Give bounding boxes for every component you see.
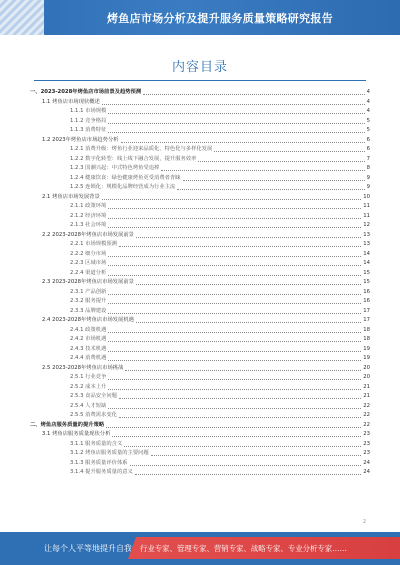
toc-entry[interactable] [30,373,370,383]
page-number: 2 [362,519,366,525]
toc-leader-dots [124,446,361,447]
toc-entry-text: 2.4.2 市场机遇 [70,336,107,342]
toc-entry-text: 2.4.4 消费机遇 [70,355,107,361]
toc-leader-dots [108,389,361,390]
toc-leader-dots [108,303,361,304]
toc-entry-text: 2.1.1 政策环境 [70,203,107,209]
toc-entry[interactable] [30,174,370,184]
toc-leader-dots [119,246,361,247]
page-header-bar [0,0,400,35]
toc-entry[interactable] [30,468,370,478]
header-stripe-decoration [0,0,44,35]
toc-entry-text: 2.1.3 社会环境 [70,222,107,228]
toc-entry[interactable] [30,411,370,421]
toc-entry[interactable] [30,459,370,469]
toc-entry[interactable] [30,297,370,307]
toc-entry[interactable] [30,421,370,431]
toc-page-number: 20 [363,364,370,371]
toc-page-number: 20 [363,374,370,380]
toc-entry-text: 3.1.2 烤鱼店服务质量的主要问题 [70,450,149,456]
toc-entry[interactable] [30,136,370,146]
toc-entry[interactable] [30,250,370,260]
toc-entry-text: 1.2.2 数字化转型：线上线下融合发展，提升服务效率 [70,155,197,162]
toc-entry-text: 2.5.4 人才短缺 [70,402,107,409]
toc-page-number: 17 [363,307,370,314]
toc-leader-dots [161,170,364,171]
toc-leader-dots [112,436,361,437]
toc-leader-dots [125,370,361,371]
toc-entry-text: 1.1.1 市场规模 [70,108,107,114]
toc-leader-dots [135,474,361,475]
table-of-contents [30,88,370,478]
toc-page-number: 18 [363,326,370,333]
toc-entry[interactable] [30,335,370,345]
toc-page-number: 5 [366,127,370,133]
toc-page-number: 10 [363,193,370,200]
toc-page-number: 5 [366,117,370,124]
toc-page-number: 19 [363,355,370,361]
toc-entry[interactable] [30,240,370,250]
toc-entry-text: 3.1 烤鱼店服务质量现状分析 [42,431,111,437]
toc-leader-dots [108,123,364,124]
toc-page-number: 19 [363,345,370,352]
toc-page-number: 6 [366,136,370,143]
toc-entry-text: 2.2.3 区域市场 [70,260,107,266]
toc-entry[interactable] [30,288,370,298]
toc-entry[interactable] [30,364,370,374]
toc-leader-dots [183,180,365,181]
toc-leader-dots [108,408,361,409]
toc-entry[interactable] [30,155,370,165]
toc-leader-dots [102,199,361,200]
toc-entry-text: 2.5.1 行业竞争 [70,374,107,380]
toc-leader-dots [108,227,361,228]
toc-entry-text: 2.4.3 技术机遇 [70,345,107,352]
toc-entry[interactable] [30,307,370,317]
toc-entry-text: 1.1.2 竞争格局 [70,117,107,124]
toc-entry-text: 2.5.2 成本上升 [70,383,107,390]
toc-entry[interactable] [30,221,370,231]
toc-entry-text: 1.1 烤鱼店市场现状概述 [42,98,100,105]
toc-page-number: 12 [363,222,370,228]
toc-entry[interactable] [30,126,370,136]
toc-entry-text: 1.2.3 国潮兴起：中式特色烤鱼受追捧 [70,165,160,171]
toc-page-number: 8 [366,165,370,171]
toc-entry[interactable] [30,278,370,288]
toc-entry-text: 1.2 2023年烤鱼店市场趋势分析 [42,136,119,143]
toc-entry-text: 2.1.2 经济环境 [70,212,107,219]
toc-entry-text: 2.2.4 渠道分析 [70,269,107,276]
toc-entry[interactable] [30,392,370,402]
toc-page-number: 22 [363,402,370,409]
toc-entry[interactable] [30,212,370,222]
toc-entry-text: 3.1.3 服务质量评价体系 [70,459,128,466]
toc-leader-dots [108,294,361,295]
toc-leader-dots [108,351,361,352]
toc-leader-dots [108,360,361,361]
toc-entry[interactable] [30,107,370,117]
toc-entry-text: 2.3.1 产品创新 [70,288,107,295]
toc-page-number: 6 [366,146,370,152]
toc-entry-text: 2.4 2023-2028年烤鱼店市场发展机遇 [42,317,134,323]
toc-page-number: 22 [363,421,370,428]
toc-leader-dots [108,132,364,133]
toc-leader-dots [119,417,361,418]
toc-leader-dots [108,313,361,314]
toc-entry-text: 2.3.3 品牌建设 [70,307,107,314]
toc-entry[interactable] [30,383,370,393]
toc-leader-dots [214,151,364,152]
toc-leader-dots [108,113,364,114]
toc-page-number: 4 [366,98,370,105]
toc-entry-text: 二、烤鱼店服务质量的提升策略 [30,421,105,428]
toc-leader-dots [108,341,361,342]
toc-entry-text: 一、2023-2028年烤鱼店市场前景及趋势预测 [30,89,142,95]
toc-leader-dots [108,208,361,209]
toc-page-number: 24 [363,459,370,466]
toc-entry-text: 1.2.1 消费升级：烤鱼行业迎来品质化、特色化与多样化发展 [70,146,213,152]
toc-entry[interactable] [30,269,370,279]
toc-page-number: 14 [363,260,370,266]
toc-page-number: 22 [363,412,370,418]
toc-page-number: 11 [363,212,370,219]
toc-leader-dots [143,94,364,95]
toc-entry-text: 2.2 2023-2028年烤鱼店市场发展前景 [42,231,134,238]
footer-slogan: 让每个人平等地提升自我 [44,544,132,553]
toc-page-number: 11 [363,203,370,209]
toc-page-number: 24 [363,469,370,475]
toc-page-number: 4 [366,89,370,95]
toc-leader-dots [198,161,364,162]
toc-page-number: 9 [366,184,370,190]
toc-leader-dots [121,142,365,143]
toc-leader-dots [108,218,361,219]
toc-entry[interactable] [30,430,370,440]
toc-entry[interactable] [30,202,370,212]
toc-entry[interactable] [30,193,370,203]
toc-page-number: 17 [363,317,370,323]
page-footer-bar [0,532,400,565]
toc-leader-dots [119,398,361,399]
toc-page-number: 23 [363,450,370,456]
toc-entry[interactable] [30,145,370,155]
toc-entry[interactable] [30,449,370,459]
toc-page-number: 13 [363,231,370,238]
toc-leader-dots [108,265,361,266]
toc-entry-text: 2.3 2023-2028年烤鱼店市场发展前景 [42,279,134,285]
toc-entry-text: 2.5 2023-2028年烤鱼店市场挑战 [42,364,124,371]
toc-entry[interactable] [30,164,370,174]
toc-page-number: 15 [363,279,370,285]
toc-entry-text: 1.1.3 消费特征 [70,127,107,133]
toc-page-number: 9 [366,174,370,181]
toc-entry-text: 1.2.5 连锁化：规模化品牌经营成为行业主流 [70,184,176,190]
toc-entry-text: 2.2.1 市场规模预测 [70,241,117,247]
toc-entry[interactable] [30,402,370,412]
toc-entry-text: 2.5.3 食品安全问题 [70,393,117,399]
toc-page-number: 23 [363,431,370,437]
toc-entry[interactable] [30,316,370,326]
toc-page-number: 23 [363,440,370,447]
toc-page-number: 15 [363,269,370,276]
toc-entry-text: 2.4.1 政策机遇 [70,326,107,333]
toc-leader-dots [106,427,361,428]
toc-page-number: 18 [363,336,370,342]
toc-entry[interactable] [30,98,370,108]
toc-entry[interactable] [30,326,370,336]
toc-entry-text: 2.2.2 细分市场 [70,250,107,257]
toc-entry-text: 2.1 烤鱼店市场发展背景 [42,193,100,200]
toc-leader-dots [130,465,362,466]
toc-page-number: 16 [363,298,370,304]
toc-entry[interactable] [30,183,370,193]
toc-entry[interactable] [30,345,370,355]
toc-entry[interactable] [30,259,370,269]
toc-leader-dots [136,322,361,323]
toc-leader-dots [136,237,361,238]
toc-page-number: 13 [363,241,370,247]
toc-leader-dots [108,379,361,380]
toc-entry[interactable] [30,117,370,127]
toc-leader-dots [108,332,361,333]
toc-leader-dots [108,275,361,276]
footer-experts-text: 行业专家、管理专家、营销专家、战略专家、专业分析专家…… [140,544,347,553]
toc-leader-dots [177,189,364,190]
toc-heading: 内容目录 [171,60,228,75]
toc-leader-dots [151,455,362,456]
toc-entry[interactable] [30,354,370,364]
report-title: 烤鱼店市场分析及提升服务质量策略研究报告 [107,12,333,25]
toc-page-number: 14 [363,250,370,257]
toc-leader-dots [108,256,361,257]
toc-page-number: 21 [363,383,370,390]
toc-entry-text: 2.3.2 服务提升 [70,298,107,304]
toc-entry-text: 2.5.5 消费需求变化 [70,412,117,418]
toc-leader-dots [136,284,361,285]
toc-entry-text: 3.1.1 服务质量的含义 [70,440,123,447]
toc-entry-text: 1.2.4 健康饮食：绿色健康烤鱼更受消费者青睐 [70,174,181,181]
toc-entry-text: 3.1.4 提升服务质量的意义 [70,469,133,475]
toc-page-number: 16 [363,288,370,295]
toc-page-number: 7 [366,155,370,162]
toc-page-number: 21 [363,393,370,399]
toc-entry[interactable] [30,231,370,241]
toc-entry[interactable] [30,88,370,98]
heading-divider [34,80,366,81]
toc-leader-dots [102,104,365,105]
toc-page-number: 4 [366,108,370,114]
toc-entry[interactable] [30,440,370,450]
